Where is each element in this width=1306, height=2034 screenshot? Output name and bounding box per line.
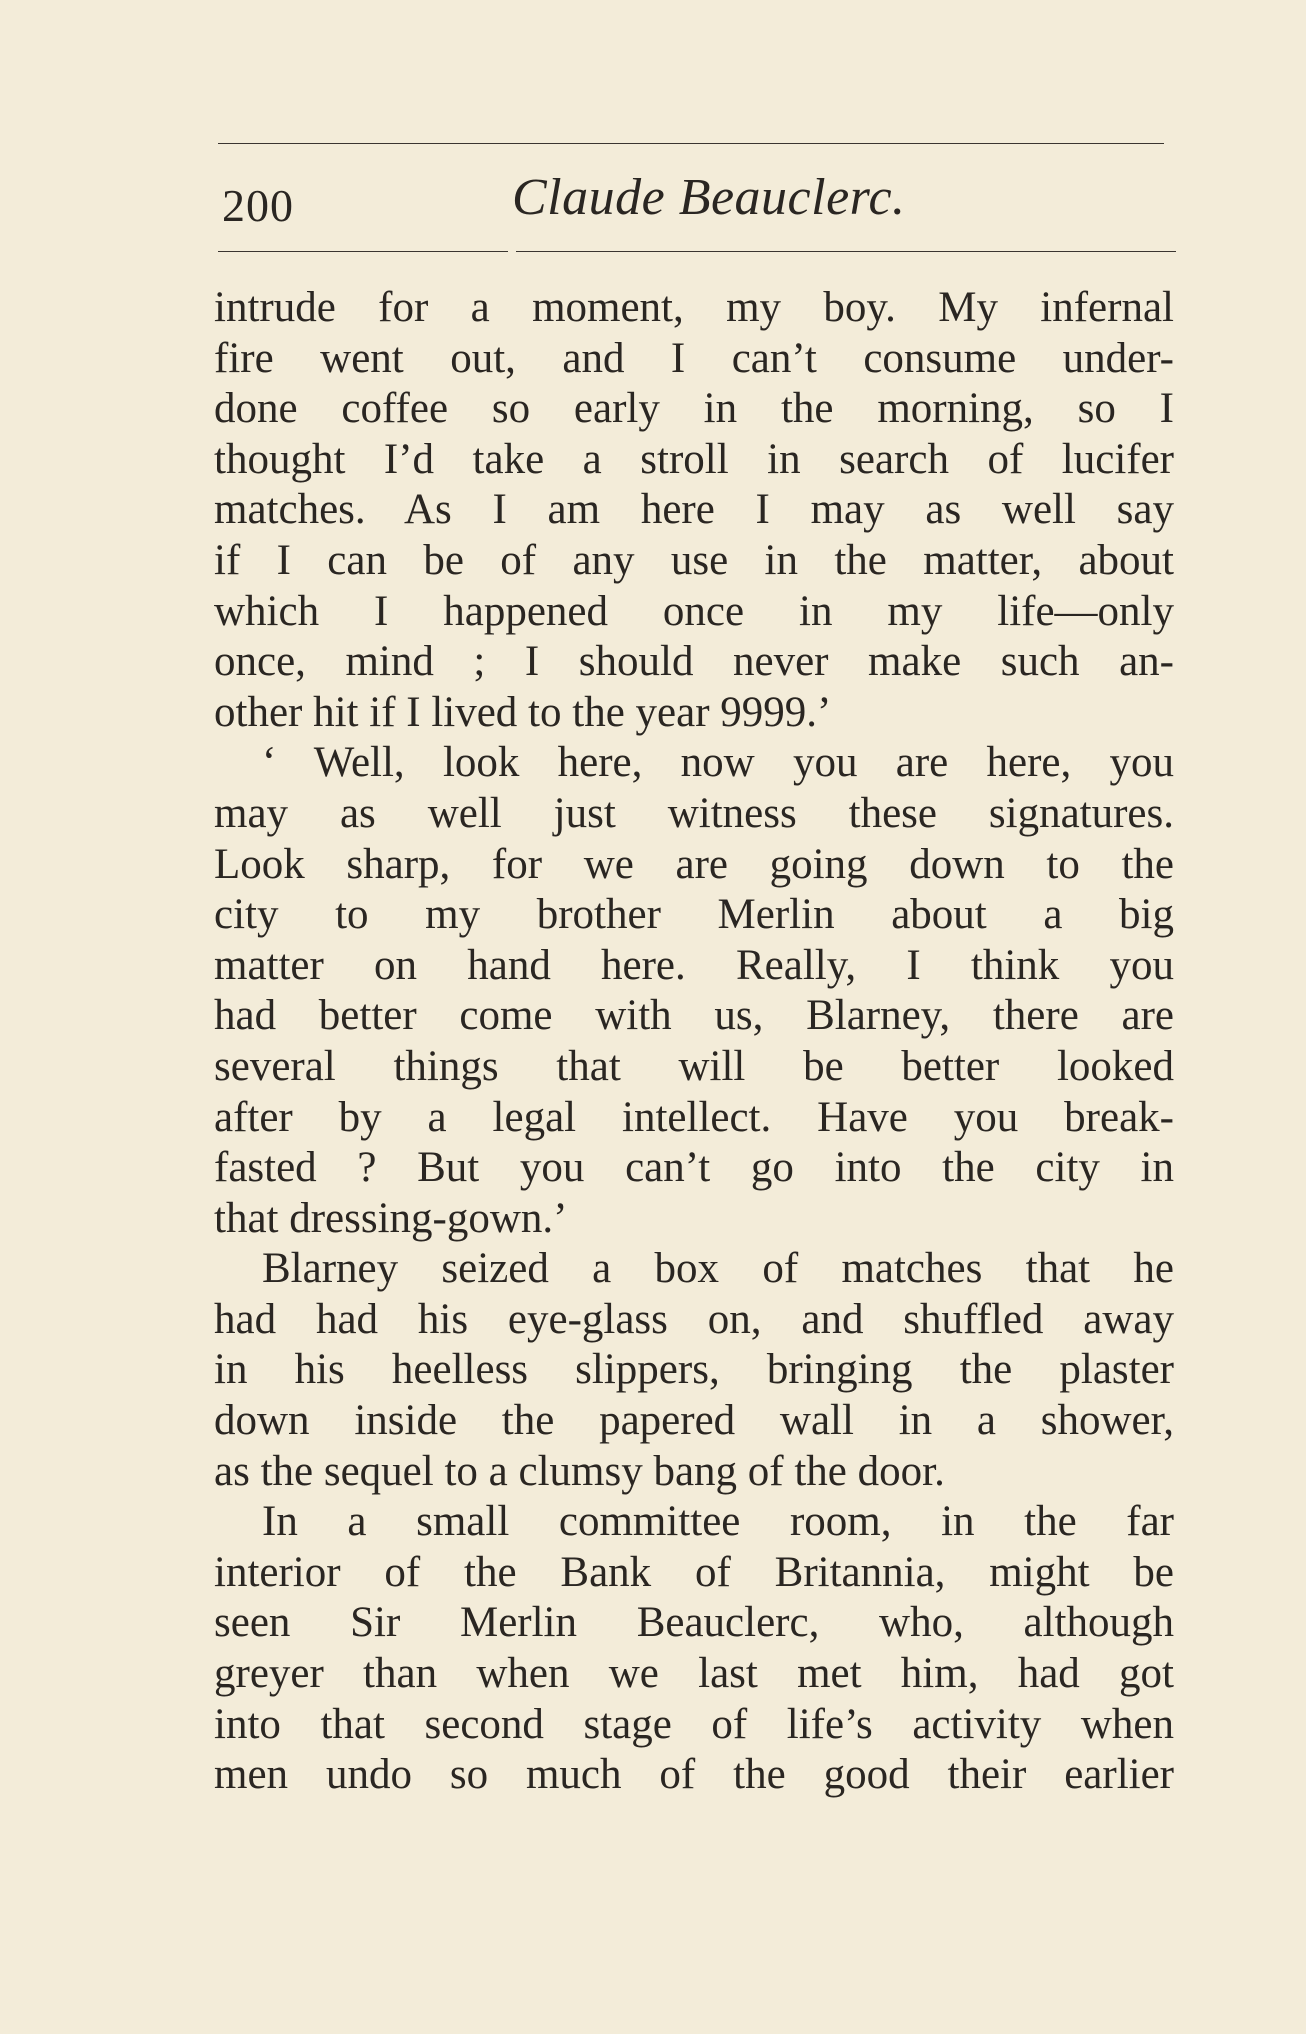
text-line: thought I’d take a stroll in search of lucifer (214, 435, 1174, 483)
text-line: Blarney seized a box of matches that he (262, 1245, 1174, 1293)
text-line: may as well just witness these signatures. (214, 789, 1174, 837)
text-line: once, mind ; I should never make such an- (214, 638, 1174, 686)
text-line: city to my brother Merlin about a big (214, 891, 1174, 939)
text-line: Look sharp, for we are going down to the (214, 840, 1174, 888)
text-line: intrude for a moment, my boy. My infernal (214, 284, 1174, 331)
text-line: that dressing-gown.’ (214, 1194, 568, 1242)
text-line: several things that will be better looked (214, 1042, 1174, 1090)
text-line: down inside the papered wall in a shower, (214, 1397, 1174, 1445)
text-line: after by a legal intellect. Have you break- (214, 1093, 1174, 1141)
header-rule-bottom-left (218, 251, 508, 252)
text-line: men undo so much of the good their earlier (214, 1751, 1174, 1799)
text-line: in his heelless slippers, bringing the plaster (214, 1346, 1174, 1394)
text-line: which I happened once in my life—only (214, 587, 1174, 635)
text-line: as the sequel to a clumsy bang of the door. (214, 1447, 945, 1495)
running-title: Claude Beauclerc. (512, 169, 906, 226)
text-line: other hit if I lived to the year 9999.’ (214, 688, 832, 736)
text-line: In a small committee room, in the far (262, 1498, 1174, 1546)
header-rule-top (218, 143, 1164, 144)
text-line: greyer than when we last met him, had got (214, 1650, 1174, 1698)
text-line: fire went out, and I can’t consume under- (214, 334, 1174, 382)
text-line: fasted ? But you can’t go into the city in (214, 1144, 1174, 1192)
text-line: ‘ Well, look here, now you are here, you (262, 739, 1174, 787)
header-rule-bottom-right (516, 251, 1176, 252)
running-head (218, 168, 1176, 238)
text-line: matches. As I am here I may as well say (214, 486, 1174, 534)
text-line: had better come with us, Blarney, there are (214, 992, 1174, 1040)
text-line: into that second stage of life’s activity when (214, 1700, 1174, 1748)
body-text (214, 283, 1174, 1801)
text-line: if I can be of any use in the matter, about (214, 536, 1174, 584)
text-line: interior of the Bank of Britannia, might be (214, 1548, 1174, 1596)
text-line: had had his eye-glass on, and shuffled away (214, 1295, 1174, 1343)
text-line: matter on hand here. Really, I think you (214, 941, 1174, 989)
page-number: 200 (222, 180, 294, 231)
text-line: seen Sir Merlin Beauclerc, who, although (214, 1599, 1174, 1647)
text-line: done coffee so early in the morning, so I (214, 385, 1174, 433)
